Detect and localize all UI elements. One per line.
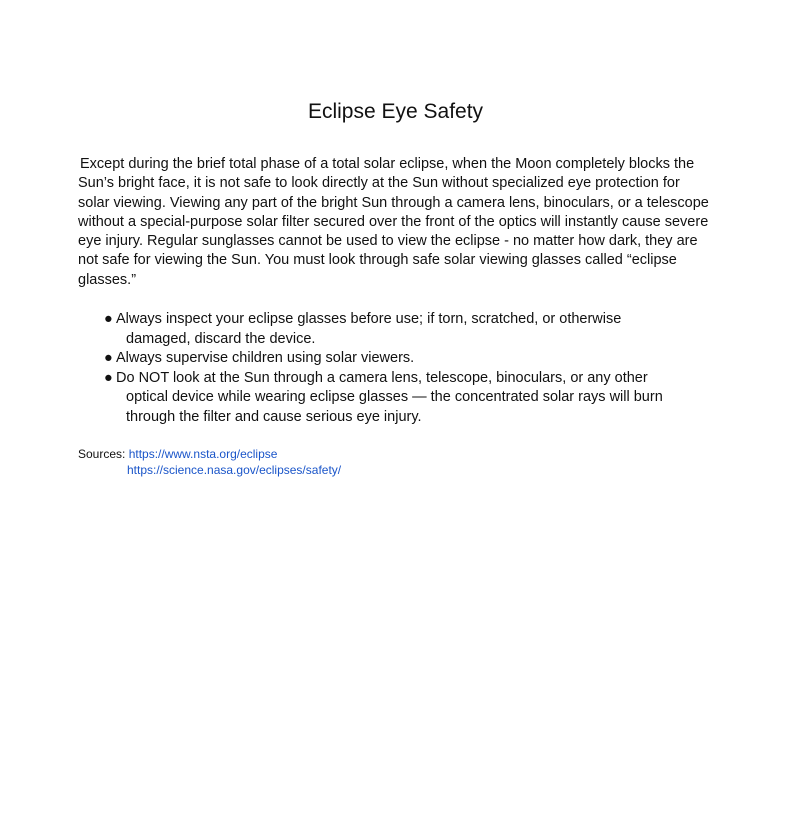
bullet-icon: ●	[104, 369, 113, 386]
source-link-nasa[interactable]: https://science.nasa.gov/eclipses/safety/	[127, 463, 342, 477]
list-item	[104, 369, 684, 428]
safety-bullet-list	[104, 310, 684, 427]
list-item	[104, 349, 684, 369]
bullet-text-inspect-glasses: Always inspect your eclipse glasses before use; if torn, scratched, or otherwise damaged, discard the device.	[116, 311, 622, 347]
sources-label: Sources:	[78, 447, 126, 461]
bullet-icon: ●	[104, 311, 113, 327]
sources-block	[78, 446, 341, 478]
bullet-text-supervise-children: Always supervise children using solar viewers.	[116, 350, 415, 366]
bullet-icon: ●	[104, 350, 113, 366]
bullet-text-optical-devices: Do NOT look at the Sun through a camera lens, telescope, binoculars, or any other optical device while wearing eclipse glasses — the concentrated solar rays will burn through the filter and cause serious eye injury.	[116, 369, 663, 425]
intro-paragraph: Except during the brief total phase of a total solar eclipse, when the Moon completely blocks the Sun’s bright face, it is not safe to look directly at the Sun without specialized eye protection for solar viewing. Viewing any part of the bright Sun through a camera lens, binoculars, or a telescope without a special-purpose solar filter secured over the front of the optics will instantly cause severe eye injury. Regular sunglasses cannot be used to view the eclipse - no matter how dark, they are not safe for viewing the Sun. You must look through safe solar viewing glasses called “eclipse glasses.”	[78, 156, 709, 288]
list-item	[104, 310, 684, 349]
source-link-nsta[interactable]: https://www.nsta.org/eclipse	[128, 447, 278, 461]
page-title: Eclipse Eye Safety	[307, 100, 484, 123]
